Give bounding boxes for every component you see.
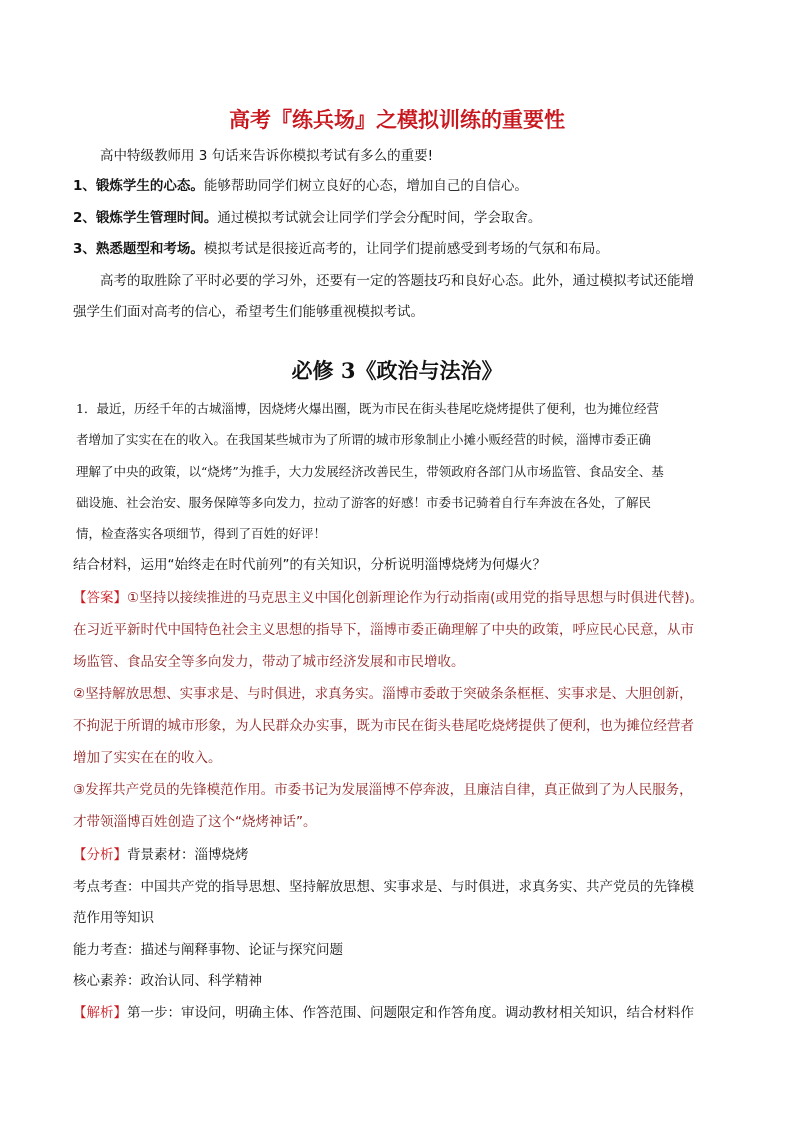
point-body: 能够帮助同学们树立良好的心态，增加自己的自信心。 [203,178,528,194]
material-line: 1．最近，历经千年的古城淄博，因烧烤火爆出圈，既为市民在街头巷尾吃烧烤提供了便利，也为摊位经营 [76,401,659,416]
point-heading: 熟悉题型和考场。 [95,241,204,257]
analysis-line [73,845,249,865]
answer-line: ③发挥共产党员的先锋模范作用。市委书记为发展淄博不停奔波，且廉洁自律，真正做到了为人民服务， [73,782,693,798]
answer-line: 在习近平新时代中国特色社会主义思想的指导下，淄博市委正确理解了中央的政策，呼应民心民意，从市 [73,622,694,638]
point-heading: 锻炼学生管理时间。 [95,210,218,226]
point-number: 2、 [73,210,96,226]
point-number: 3、 [73,241,96,257]
intro-closing-line: 高考的取胜除了平时必要的学习外，还要有一定的答题技巧和良好心态。此外，通过模拟考试还能增 [100,273,694,289]
page-title: 高考『练兵场』之模拟训练的重要性 [229,108,565,132]
analysis-kaodian-line: 考点考查：中国共产党的指导思想、坚持解放思想、实事求是、与时俱进，求真务实、共产党员的先锋模 [73,879,694,895]
material-line: 情，检查落实各项细节，得到了百姓的好评！ [76,526,327,541]
material-line: 理解了中央的政策，以“烧烤”为推手，大力发展经济改善民生，带领政府各部门从市场监管、食品安全、基 [76,464,664,479]
point-body: 模拟考试是很接近高考的，让同学们提前感受到考场的气氛和布局。 [203,241,609,257]
answer-line: 才带领淄博百姓创造了这个“烧烤神话”。 [73,814,317,830]
intro-lead: 高中特级教师用 3 句话来告诉你模拟考试有多么的重要! [100,148,434,164]
answer-line: 增加了实实在在的收入。 [73,750,222,766]
point-heading: 锻炼学生的心态。 [95,178,204,194]
point-number: 1、 [73,178,96,194]
analysis-background: 背景素材：淄博烧烤 [127,847,249,863]
analysis-tag: 【分析】 [73,847,127,863]
material-line: 础设施、社会治安、服务保障等多向发力，拉动了游客的好感！市委书记骑着自行车奔波在各处，了解民 [76,495,652,510]
answer-line: ②坚持解放思想、实事求是、与时俱进，求真务实。淄博市委敢于突破条条框框、实事求是、大胆创新， [73,686,693,702]
section-title: 必修 3《政治与法治》 [291,358,503,383]
material-line: 者增加了实实在在的收入。在我国某些城市为了所谓的城市形象制止小摊小贩经营的时候，淄博市委正确 [76,432,652,447]
answer-tag: 【答案】 [73,590,127,606]
question-prompt: 结合材料，运用“始终走在时代前列”的有关知识，分析说明淄博烧烤为何爆火？ [73,557,546,573]
intro-point-1 [73,176,528,196]
jiexi-text: 第一步：审设问，明确主体、作答范围、问题限定和作答角度。调动教材相关知识，结合材料作 [127,1005,694,1021]
jiexi-line [73,1003,694,1023]
intro-point-3 [73,239,609,259]
answer-line-1 [73,588,703,608]
intro-point-2 [73,208,541,228]
analysis-suyang: 核心素养：政治认同、科学精神 [73,973,262,989]
intro-closing-line: 强学生们面对高考的信心，希望考生们能够重视模拟考试。 [73,304,424,320]
answer-text: ①坚持以接续推进的马克思主义中国化创新理论作为行动指南(或用党的指导思想与时俱进代替)。 [127,590,704,606]
point-body: 通过模拟考试就会让同学们学会分配时间，学会取舍。 [217,210,542,226]
answer-line: 场监管、食品安全等多向发力，带动了城市经济发展和市民增收。 [73,654,465,670]
answer-line: 不拘泥于所谓的城市形象，为人民群众办实事，既为市民在街头巷尾吃烧烤提供了便利，也为摊位经营者 [73,718,694,734]
analysis-nengli: 能力考查：描述与阐释事物、论证与探究问题 [73,942,343,958]
jiexi-tag: 【解析】 [73,1005,127,1021]
analysis-kaodian-line: 范作用等知识 [73,910,154,926]
